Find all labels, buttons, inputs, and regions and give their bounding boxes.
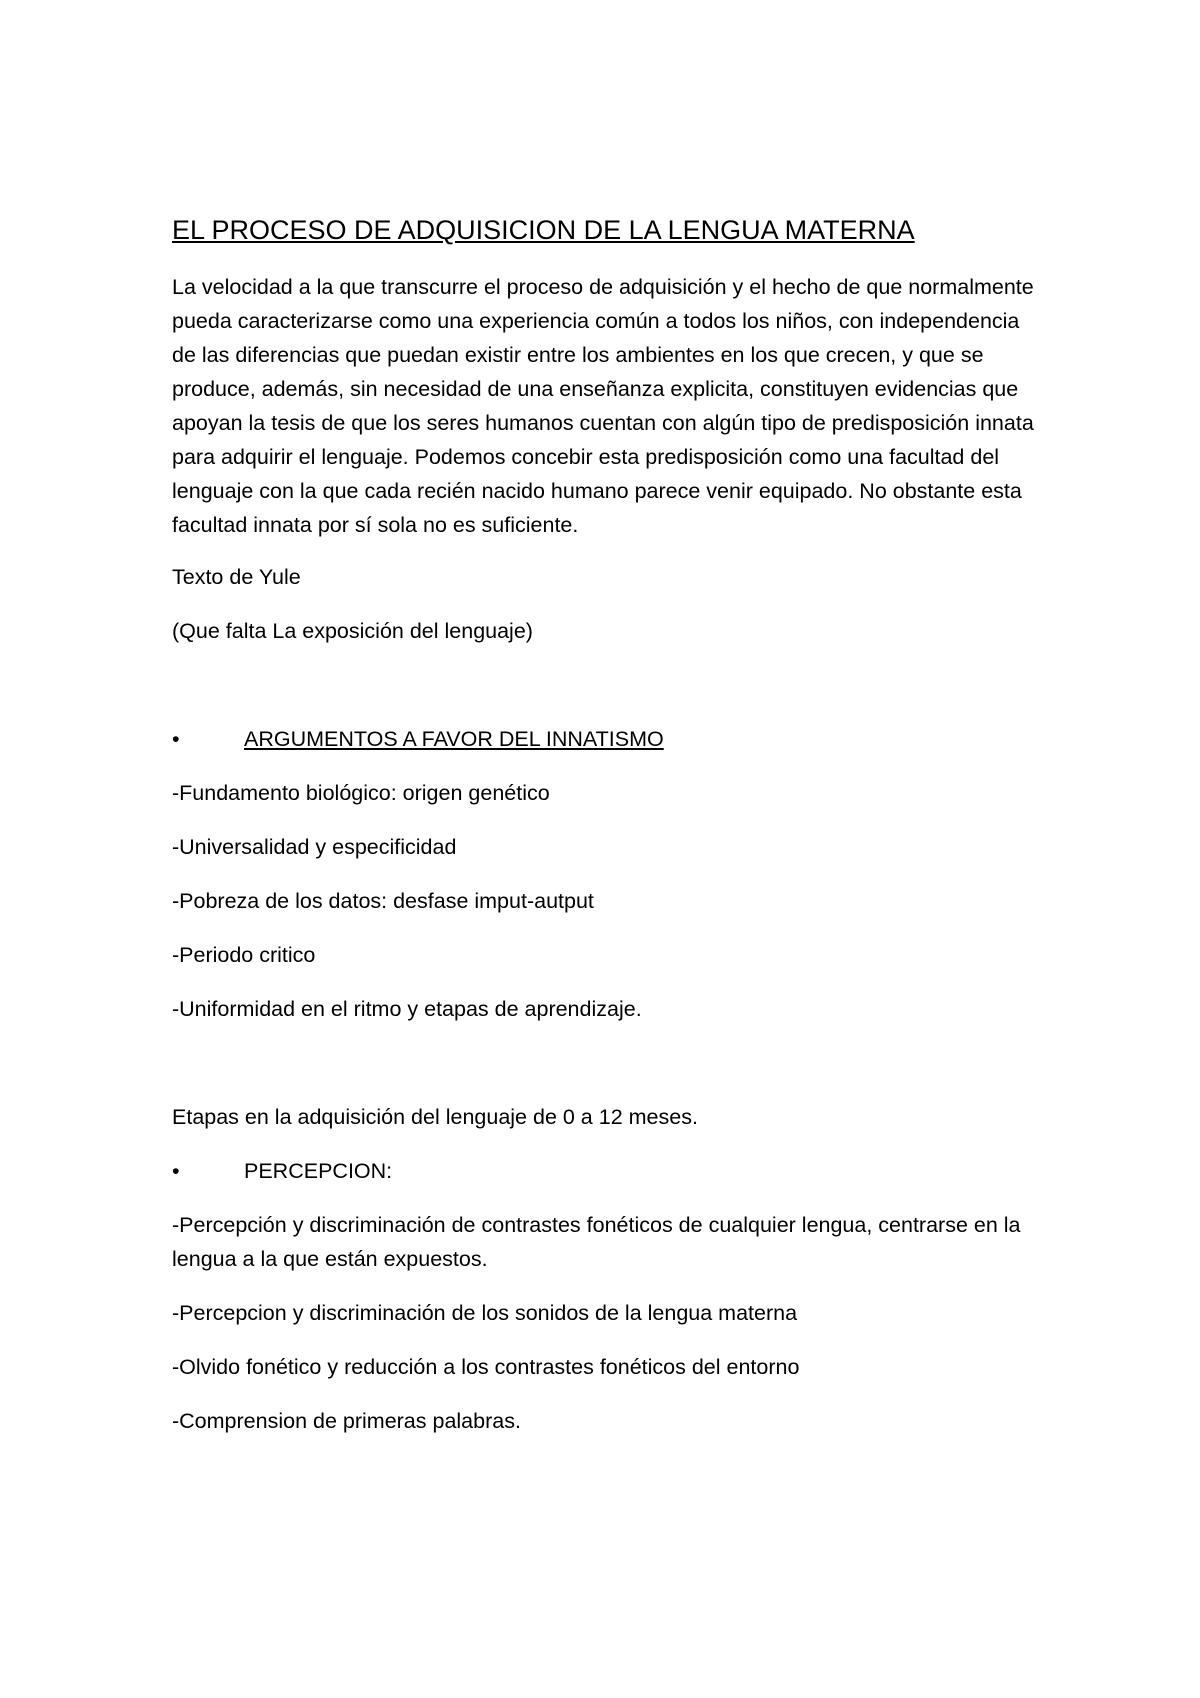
source-note: Texto de Yule (172, 565, 301, 589)
list-item: -Uniformidad en el ritmo y etapas de aprendizaje. (172, 997, 642, 1021)
bullet-icon: • (172, 727, 180, 751)
list-item: -Universalidad y especificidad (172, 835, 457, 859)
list-item: -Fundamento biológico: origen genético (172, 781, 550, 805)
section-spacer (172, 668, 1042, 722)
list-item: -Percepcion y discriminación de los sonidos de la lengua materna (172, 1301, 798, 1325)
section-heading-innatismo (172, 722, 1042, 756)
bullet-icon: • (172, 1159, 180, 1183)
document-body (172, 212, 1042, 1458)
list-item: -Periodo critico (172, 943, 316, 967)
section-heading-text: ARGUMENTOS A FAVOR DEL INNATISMO (244, 727, 664, 751)
list-item: -Comprension de primeras palabras. (172, 1409, 521, 1433)
document-title: EL PROCESO DE ADQUISICION DE LA LENGUA MATERNA (172, 215, 915, 245)
list-item: -Percepción y discriminación de contrastes fonéticos de cualquier lengua, centrarse en la lengua a la que están expuestos. (172, 1213, 1021, 1271)
comment-note: (Que falta La exposición del lenguaje) (172, 619, 533, 643)
section-heading-text: PERCEPCION: (244, 1159, 393, 1183)
section-heading-percepcion (172, 1154, 1042, 1188)
section-spacer (172, 1046, 1042, 1100)
list-item: -Pobreza de los datos: desfase imput-autput (172, 889, 594, 913)
stages-intro: Etapas en la adquisición del lenguaje de 0 a 12 meses. (172, 1105, 698, 1129)
intro-paragraph: La velocidad a la que transcurre el proceso de adquisición y el hecho de que normalmente pueda caracterizarse como una experiencia común a todos los niños, con independencia de las diferencias que puedan existir entre los ambientes en los que crecen, y que se produce, además, sin necesidad de una enseñanza explicita, constituyen evidencias que apoyan la tesis de que los seres humanos cuentan con algún tipo de predisposición innata para adquirir el lenguaje. Podemos concebir esta predisposición como una facultad del lenguaje con la que cada recién nacido humano parece venir equipado. No obstante esta facultad innata por sí sola no es suficiente. (172, 275, 1034, 537)
list-item: -Olvido fonético y reducción a los contrastes fonéticos del entorno (172, 1355, 800, 1379)
